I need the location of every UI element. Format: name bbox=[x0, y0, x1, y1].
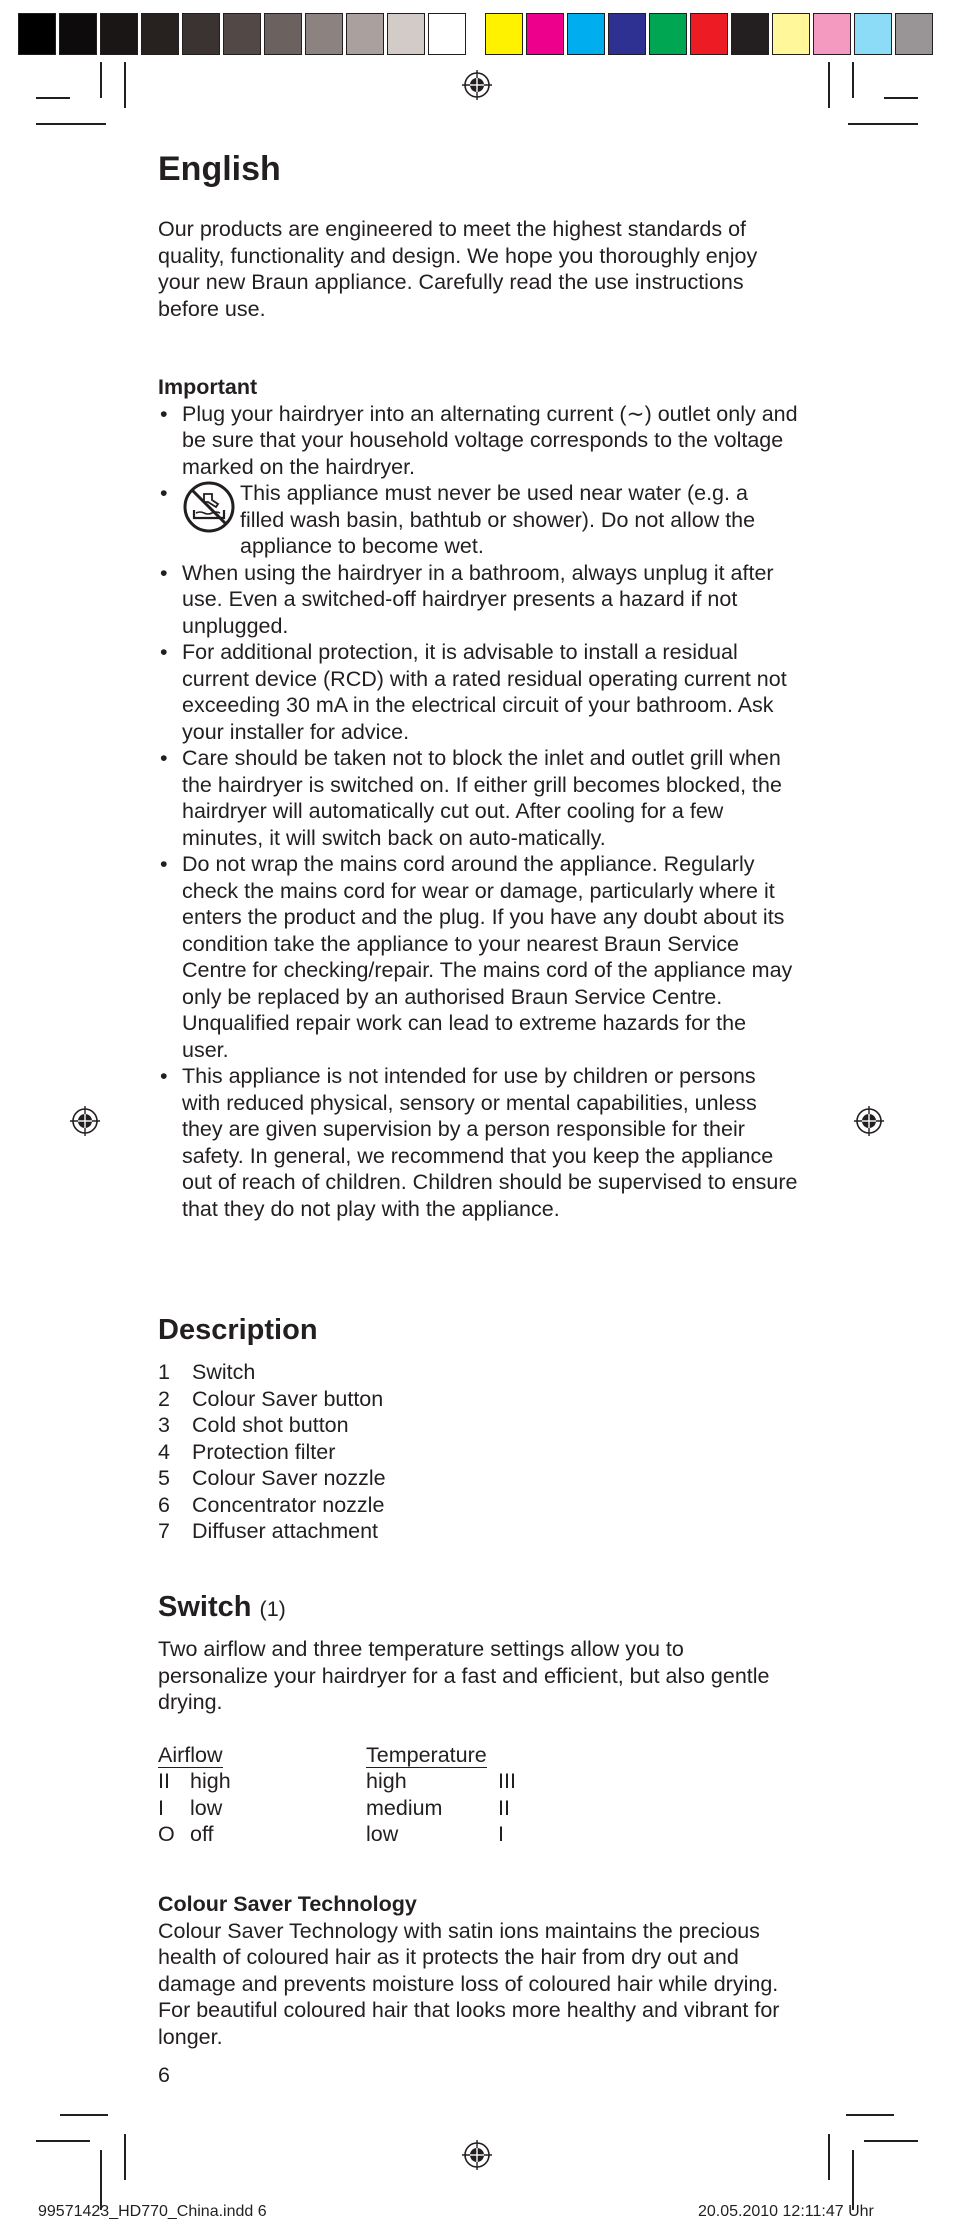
temperature-label: low bbox=[366, 1822, 399, 1846]
list-item bbox=[158, 1439, 798, 1466]
important-heading: Important bbox=[158, 375, 258, 399]
crop-mark-icon bbox=[852, 62, 854, 98]
color-swatch bbox=[690, 13, 728, 55]
item-label: Diffuser attachment bbox=[192, 1519, 379, 1543]
registration-mark-icon bbox=[462, 2140, 492, 2170]
gray-swatch bbox=[346, 13, 384, 55]
gray-swatch bbox=[141, 13, 179, 55]
switch-intro: Two airflow and three temperature settings allow you to personalize your hairdryer for a fast and efficient, but also gentle drying. bbox=[158, 1637, 770, 1714]
list-item-text: Care should be taken not to block the inlet and outlet grill when the hairdryer is switched on. If either grill becomes blocked, the hairdryer will automatically cut out. After cooling for a few minutes, it will switch back on auto-matically. bbox=[182, 746, 782, 850]
color-swatch bbox=[895, 13, 933, 55]
item-label: Switch bbox=[192, 1360, 256, 1384]
color-calibration-bar bbox=[18, 13, 936, 55]
item-label: Protection filter bbox=[192, 1439, 336, 1464]
list-item-text: Plug your hairdryer into an alternating current (∼) outlet only and be sure that your household voltage corresponds to the voltage marked on the hairdryer. bbox=[182, 401, 798, 479]
item-number: 2 bbox=[158, 1386, 170, 1411]
temperature-label: medium bbox=[366, 1795, 443, 1820]
switch-heading-ref: (1) bbox=[259, 1597, 286, 1621]
item-label: Colour Saver button bbox=[192, 1386, 384, 1411]
gray-swatch bbox=[59, 13, 97, 55]
list-item bbox=[158, 1412, 798, 1439]
airflow-label: off bbox=[190, 1822, 214, 1846]
table-row bbox=[158, 1768, 516, 1795]
color-swatch bbox=[567, 13, 605, 55]
item-number: 5 bbox=[158, 1466, 170, 1490]
gray-swatch bbox=[264, 13, 302, 55]
colour-saver-heading: Colour Saver Technology bbox=[158, 1892, 417, 1916]
table-row bbox=[158, 1795, 516, 1822]
gray-swatch bbox=[18, 13, 56, 55]
intro-paragraph: Our products are engineered to meet the highest standards of quality, functionality and design. We hope you thoroughly enjoy your new Braun appliance. Carefully read the use instructions before use. bbox=[158, 217, 758, 321]
bullet: • bbox=[160, 401, 168, 426]
item-number: 6 bbox=[158, 1492, 170, 1517]
item-number: 3 bbox=[158, 1413, 170, 1437]
gray-swatch bbox=[305, 13, 343, 55]
list-item-text: Do not wrap the mains cord around the appliance. Regularly check the mains cord for wear or damage, particularly where it enters the product and the plug. If you have any doubt about its condition take the appliance to your nearest Braun Service Centre for checking/repair. The mains cord of the appliance may only be replaced by an authorised Braun Service Centre. Unqualified repair work can lead to extreme hazards for the user. bbox=[182, 852, 793, 1062]
airflow-header: Airflow bbox=[158, 1742, 223, 1767]
color-swatch bbox=[854, 13, 892, 55]
crop-mark-icon bbox=[852, 2150, 854, 2210]
color-swatch bbox=[526, 13, 564, 55]
temperature-header: Temperature bbox=[366, 1742, 487, 1767]
crop-mark-icon bbox=[828, 62, 830, 108]
item-number: 1 bbox=[158, 1360, 170, 1384]
airflow-label: high bbox=[190, 1769, 231, 1793]
table-header-row bbox=[158, 1742, 516, 1769]
switch-heading-text: Switch bbox=[158, 1591, 252, 1623]
crop-mark-icon bbox=[36, 2140, 90, 2142]
crop-mark-icon bbox=[848, 123, 918, 125]
bullet: • bbox=[160, 852, 168, 876]
item-number: 4 bbox=[158, 1439, 170, 1464]
list-item-text: When using the hairdryer in a bathroom, always unplug it after use. Even a switched-off hairdryer presents a hazard if not unplugged. bbox=[182, 560, 774, 638]
temperature-symbol: I bbox=[498, 1822, 504, 1846]
airflow-symbol: II bbox=[158, 1769, 170, 1793]
footer-file-info: 99571423_HD770_China.indd 6 bbox=[38, 2203, 267, 2220]
page-number: 6 bbox=[158, 2063, 170, 2087]
list-item bbox=[158, 1465, 798, 1492]
footer-datetime: 20.05.2010 12:11:47 Uhr bbox=[698, 2203, 874, 2220]
no-water-icon bbox=[182, 480, 236, 534]
crop-mark-icon bbox=[36, 97, 70, 99]
bullet: • bbox=[160, 1064, 168, 1088]
airflow-label: low bbox=[190, 1795, 223, 1820]
temperature-label: high bbox=[366, 1769, 407, 1793]
page-title: English bbox=[158, 150, 281, 188]
crop-mark-icon bbox=[60, 2114, 108, 2116]
switch-settings-table bbox=[158, 1742, 516, 1848]
gray-swatch bbox=[182, 13, 220, 55]
crop-mark-icon bbox=[100, 62, 102, 98]
list-item-text: This appliance must never be used near water (e.g. a filled wash basin, bathtub or shower). Do not allow the appliance to become wet. bbox=[240, 481, 756, 558]
list-item bbox=[158, 1063, 798, 1222]
registration-mark-icon bbox=[70, 1106, 100, 1136]
color-swatch bbox=[772, 13, 810, 55]
list-item bbox=[158, 851, 798, 1063]
item-number: 7 bbox=[158, 1519, 170, 1543]
list-item bbox=[158, 745, 798, 851]
color-swatch bbox=[485, 13, 523, 55]
description-list bbox=[158, 1359, 798, 1545]
bullet: • bbox=[160, 560, 168, 585]
color-swatch bbox=[813, 13, 851, 55]
crop-mark-icon bbox=[124, 62, 126, 108]
crop-mark-icon bbox=[124, 2134, 126, 2180]
airflow-symbol: I bbox=[158, 1795, 164, 1820]
airflow-symbol: O bbox=[158, 1822, 175, 1846]
temperature-symbol: III bbox=[498, 1769, 516, 1793]
description-heading: Description bbox=[158, 1314, 318, 1346]
list-item bbox=[158, 1386, 798, 1413]
crop-mark-icon bbox=[884, 97, 918, 99]
color-swatch bbox=[608, 13, 646, 55]
list-item bbox=[158, 639, 798, 745]
grayscale-swatches bbox=[18, 13, 469, 55]
table-row bbox=[158, 1821, 516, 1848]
temperature-symbol: II bbox=[498, 1795, 510, 1820]
important-list bbox=[158, 401, 798, 1223]
registration-mark-icon bbox=[854, 1106, 884, 1136]
crop-mark-icon bbox=[846, 2114, 894, 2116]
color-swatch bbox=[731, 13, 769, 55]
item-label: Colour Saver nozzle bbox=[192, 1466, 386, 1490]
list-item bbox=[158, 1359, 798, 1386]
list-item-text: For additional protection, it is advisable to install a residual current device (RCD) with a rated residual operating current not exceeding 30 mA in the electrical circuit of your bathroom. Ask your installer for advice. bbox=[182, 640, 787, 744]
list-item bbox=[158, 560, 798, 640]
bullet: • bbox=[160, 481, 168, 505]
gray-swatch bbox=[100, 13, 138, 55]
crop-mark-icon bbox=[100, 2150, 102, 2210]
list-item bbox=[158, 1518, 798, 1545]
gray-swatch bbox=[428, 13, 466, 55]
bullet: • bbox=[160, 640, 168, 664]
switch-heading bbox=[158, 1591, 798, 1624]
item-label: Concentrator nozzle bbox=[192, 1492, 385, 1517]
list-item bbox=[158, 480, 798, 560]
registration-mark-icon bbox=[462, 70, 492, 100]
item-label: Cold shot button bbox=[192, 1413, 349, 1437]
list-item bbox=[158, 401, 798, 481]
crop-mark-icon bbox=[36, 123, 106, 125]
crop-mark-icon bbox=[864, 2140, 918, 2142]
color-swatch bbox=[649, 13, 687, 55]
list-item bbox=[158, 1492, 798, 1519]
colour-saver-text: Colour Saver Technology with satin ions maintains the precious health of coloured hair as it protects the hair from dry out and damage and prevents moisture loss of coloured hair while drying. For beautiful coloured hair that looks more healthy and vibrant for longer. bbox=[158, 1918, 780, 2049]
list-item-text: This appliance is not intended for use by children or persons with reduced physical, sensory or mental capabilities, unless they are given supervision by a person responsible for their safety. In general, we recommend that you keep the appliance out of reach of children. Children should be supervised to ensure that they do not play with the appliance. bbox=[182, 1064, 798, 1221]
process-color-swatches bbox=[485, 13, 936, 55]
crop-mark-icon bbox=[828, 2134, 830, 2180]
gray-swatch bbox=[387, 13, 425, 55]
bullet: • bbox=[160, 746, 168, 770]
gray-swatch bbox=[223, 13, 261, 55]
